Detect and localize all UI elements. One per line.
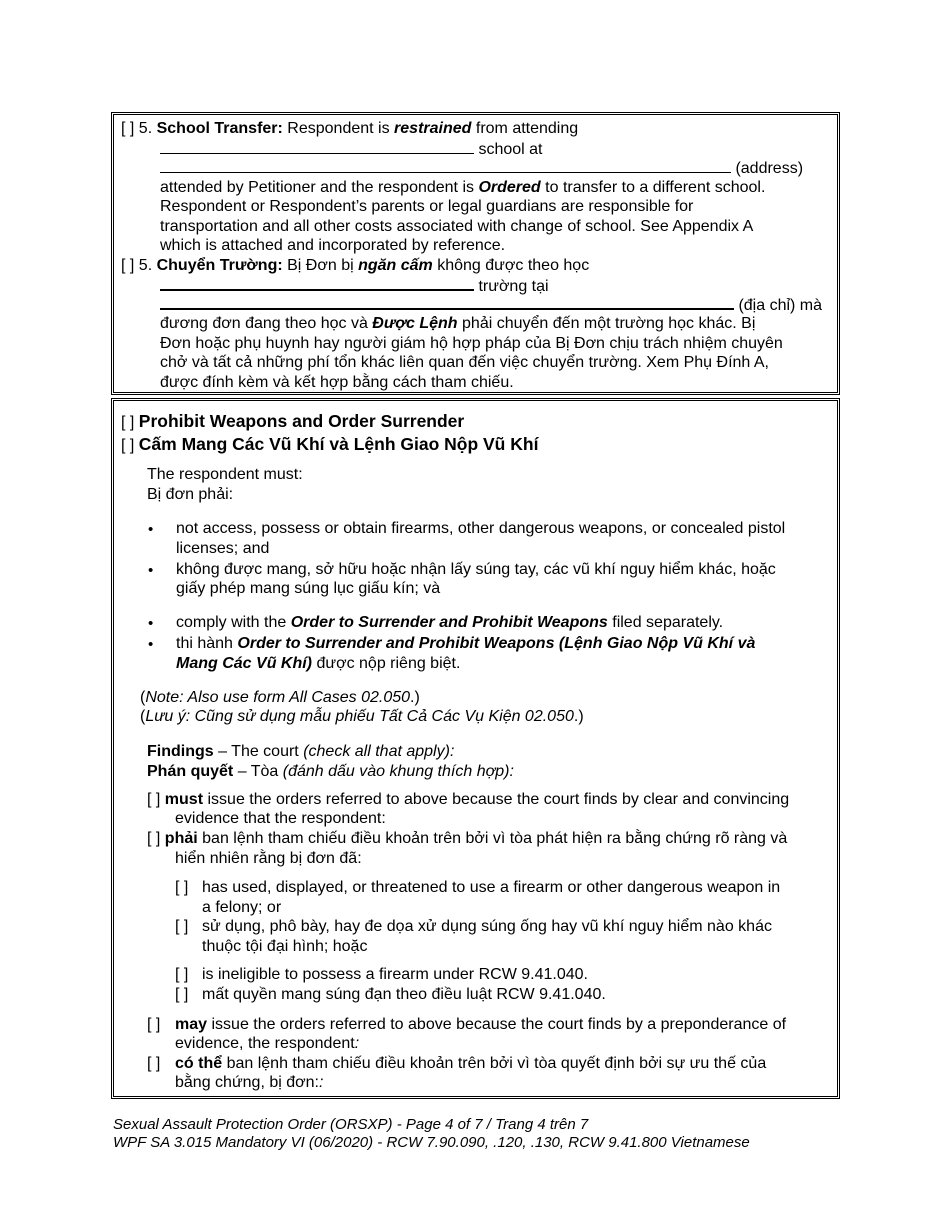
school-transfer-vi-line6: chở và tất cả những phí tổn khác liên quan đến việc chuyển trường. Xem Phụ Đính A, [160,354,769,371]
text: ban lệnh tham chiếu điều khoản trên bởi vì tòa quyết định bởi sự ưu thế của [226,1055,767,1072]
bullet-icon: • [148,615,154,632]
text: .) [573,708,584,725]
text: school at [478,141,543,158]
may-label: may [175,1016,208,1033]
must-label: must [164,791,204,808]
school-transfer-vi-line4 [160,314,755,334]
footer-form-title: Sexual Assault Protection Order (ORSXP) - Page 4 of 7 / Trang 4 trên 7 [113,1116,589,1133]
text: bằng chứng, bị đơn: [175,1074,319,1091]
text: được nộp riêng biệt. [316,655,461,672]
cothe-checkbox[interactable]: [ ] [147,1055,161,1072]
bullet4-line1 [176,634,755,654]
item-number: 5. [138,257,153,274]
school-name-blank-vi[interactable] [160,275,474,291]
note-en-text: Note: Also use form All Cases 02.050 [145,689,411,706]
cothe-line2 [175,1073,323,1093]
text: from attending [475,120,579,137]
c1-line2: a felony; or [202,899,282,916]
respondent-must-en: The respondent must: [147,466,303,483]
ordered-emphasis: Ordered [478,179,541,196]
text: ban lệnh tham chiếu điều khoản trên bởi vì tòa phát hiện ra bằng chứng rõ ràng và [202,830,788,847]
text: ( [140,708,146,725]
phai-line2: hiển nhiên rằng bị đơn đã: [175,850,362,867]
bullet4-line2 [176,654,460,674]
bullet3-line1 [176,613,723,633]
school-transfer-vi-title: Chuyển Trường: [156,257,283,274]
bullet2-line1: không được mang, sở hữu hoặc nhận lấy súng tay, các vũ khí nguy hiểm khác, hoặc [176,561,776,578]
findings-vi-label: Phán quyết [147,763,234,780]
surrender-order-title: Order to Surrender and Prohibit Weapons [290,614,608,631]
c3-line: is ineligible to possess a firearm under RCW 9.41.040. [202,966,588,983]
c1-line1: has used, displayed, or threatened to use a firearm or other dangerous weapon in [202,879,781,896]
address-blank[interactable] [160,158,731,173]
school-transfer-en-line5: Respondent or Respondent’s parents or legal guardians are responsible for [160,198,694,215]
bullet-icon: • [148,636,154,653]
text: đương đơn đang theo học và [160,315,368,332]
must-issue-line1 [147,790,789,810]
school-transfer-en-checkbox[interactable]: [ ] [121,120,135,137]
note-en [140,688,420,708]
text: (địa chỉ) mà [738,297,823,314]
note-vi-text: Lưu ý: Cũng sử dụng mẫu phiếu Tất Cả Các Vụ Kiện 02.050 [145,708,574,725]
address-blank-vi[interactable] [160,294,734,310]
c2-line2: thuộc tội đại hình; hoặc [202,938,368,955]
text: to transfer to a different school. [545,179,766,196]
text: attended by Petitioner and the respondent is [160,179,474,196]
text: filed separately. [612,614,724,631]
school-transfer-vi-line7: được đính kèm và kết hợp bằng cách tham chiếu. [160,374,514,391]
text: không được theo học [437,257,590,274]
c1-checkbox[interactable]: [ ] [175,879,189,896]
text: trường tại [478,278,549,295]
text: thi hành [176,635,233,652]
ordered-vi-emphasis: Được Lệnh [372,315,458,332]
must-issue-checkbox[interactable]: [ ] [147,791,161,808]
school-transfer-en-line2 [160,139,543,160]
weapons-heading-en [121,412,464,433]
text: (address) [735,160,804,177]
school-transfer-vi-line5: Đơn hoặc phụ huynh hay người giám hộ hợp pháp của Bị Đơn chịu trách nhiệm chuyên [160,335,783,352]
school-transfer-en-line7: which is attached and incorporated by reference. [160,237,506,254]
must-issue-line2: evidence that the respondent: [175,810,386,827]
weapons-heading-vi [121,435,538,456]
restrained-vi-emphasis: ngăn cấm [358,257,433,274]
text: Respondent is [287,120,390,137]
text: – The court [218,743,299,760]
findings-label: Findings [147,743,214,760]
respondent-must-vi: Bị đơn phải: [147,486,234,503]
bullet-icon: • [148,562,154,579]
bullet-icon: • [148,521,154,538]
text: phải chuyển đến một trường học khác. Bị [462,315,756,332]
c4-checkbox[interactable]: [ ] [175,986,189,1003]
weapons-heading-en-text: Prohibit Weapons and Order Surrender [138,411,465,431]
cothe-line1 [175,1054,766,1074]
school-transfer-en-line4 [160,178,765,198]
text: issue the orders referred to above because the court finds by clear and convincing [207,791,790,808]
c3-checkbox[interactable]: [ ] [175,966,189,983]
may-line2 [175,1034,359,1054]
restrained-emphasis: restrained [394,120,472,137]
phai-checkbox[interactable]: [ ] [147,830,161,847]
school-transfer-en-line6: transportation and all other costs associated with change of school. See Appendix A [160,218,754,235]
weapons-checkbox-vi[interactable]: [ ] [121,437,135,454]
cothe-label: có thể [175,1055,223,1072]
text: ( [140,689,146,706]
text: – Tòa [237,763,279,780]
c2-line1: sử dụng, phô bày, hay đe dọa xử dụng súng ống hay vũ khí nguy hiểm nào khác [202,918,772,935]
note-vi [140,707,584,727]
item-number: 5. [138,120,153,137]
text: .) [410,689,420,706]
surrender-order-title-vi-cont: Mang Các Vũ Khí) [176,655,313,672]
findings-vi [147,762,514,782]
text: (đánh dấu vào khung thích hợp): [282,763,514,780]
c2-checkbox[interactable]: [ ] [175,918,189,935]
may-line1 [175,1015,786,1035]
may-checkbox[interactable]: [ ] [147,1016,161,1033]
school-transfer-vi-line1 [121,256,589,276]
weapons-heading-vi-text: Cấm Mang Các Vũ Khí và Lệnh Giao Nộp Vũ Khí [138,434,539,454]
footer-form-reference: WPF SA 3.015 Mandatory VI (06/2020) - RCW 7.90.090, .120, .130, RCW 9.41.800 Vietnamese [113,1134,750,1151]
text: evidence, the respondent [175,1035,355,1052]
phai-label: phải [164,830,198,847]
text: comply with the [176,614,287,631]
surrender-order-title-vi: Order to Surrender and Prohibit Weapons (Lệnh Giao Nộp Vũ Khí và [237,635,756,652]
school-transfer-en-line1 [121,119,578,139]
findings-en [147,742,454,762]
text: issue the orders referred to above because the court finds by a preponderance of [211,1016,787,1033]
bullet1-line2: licenses; and [176,540,270,557]
school-name-blank[interactable] [160,139,474,154]
c4-line: mất quyền mang súng đạn theo điều luật RCW 9.41.040. [202,986,606,1003]
text: : [318,1074,324,1091]
bullet1-line1: not access, possess or obtain firearms, other dangerous weapons, or concealed pistol [176,520,786,537]
school-transfer-vi-checkbox[interactable]: [ ] [121,257,135,274]
phai-line1 [147,829,787,849]
weapons-checkbox-en[interactable]: [ ] [121,414,135,431]
school-transfer-en-line3 [160,158,803,179]
school-transfer-title: School Transfer: [156,120,283,137]
school-transfer-vi-line3 [160,294,822,316]
bullet2-line2: giấy phép mang súng lục giấu kín; và [176,580,441,597]
text: : [354,1035,360,1052]
text: Bị Đơn bị [287,257,354,274]
text: (check all that apply): [303,743,455,760]
